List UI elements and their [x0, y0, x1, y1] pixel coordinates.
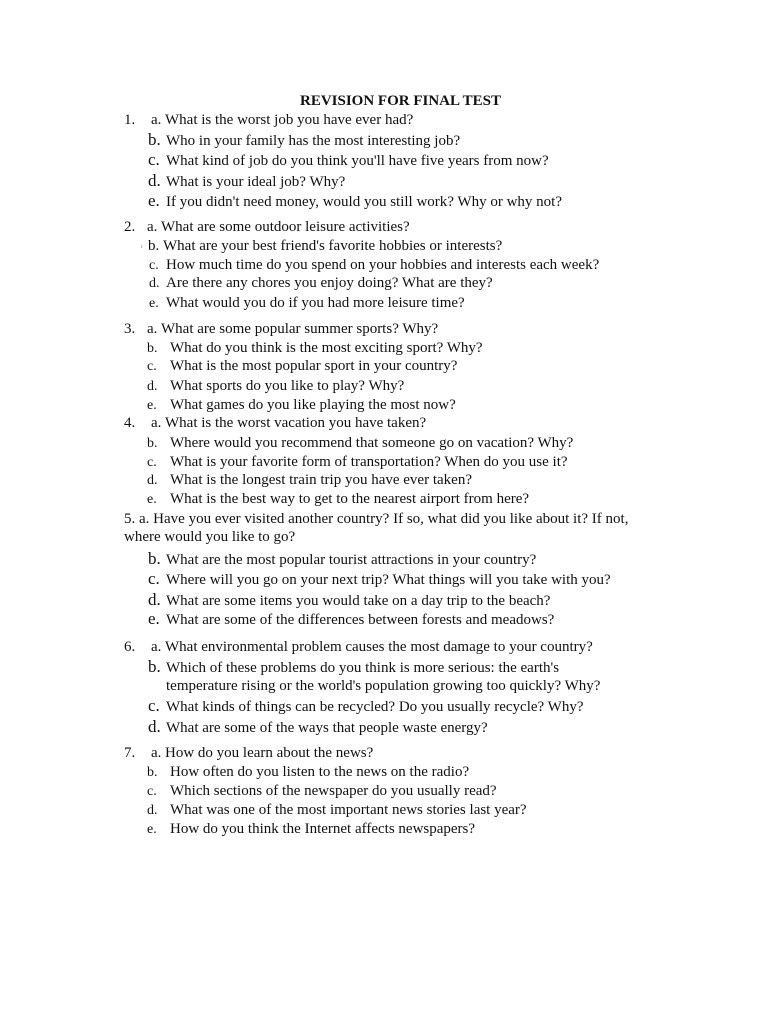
question-item-1a: [124, 111, 413, 129]
question-item-7e: [147, 820, 475, 839]
item-letter: c.: [148, 150, 160, 169]
question-text: What is the worst job you have ever had?: [165, 112, 414, 128]
item-letter: a.: [151, 639, 162, 655]
question-text: What kinds of things can be recycled? Do you usually recycle? Why?: [166, 699, 584, 715]
section-number-1: 1.: [124, 112, 136, 128]
question-item-3b: [147, 339, 483, 358]
section-number-3: 3.: [124, 321, 136, 337]
question-item-5b: [148, 550, 536, 569]
question-text: What are the most popular tourist attractions in your country?: [166, 552, 537, 568]
question-item-7a: [124, 744, 373, 762]
item-letter: d.: [149, 276, 160, 291]
question-item-2c: [149, 256, 599, 275]
item-letter: b.: [148, 130, 161, 149]
question-item-7d: [147, 801, 527, 820]
question-item-2e: [149, 294, 465, 313]
question-text: What are some of the differences between forests and meadows?: [166, 612, 555, 628]
item-letter: e.: [149, 296, 159, 311]
item-letter: e.: [147, 822, 157, 837]
question-text: What is the worst vacation you have taken?: [165, 415, 427, 431]
question-item-5a-continued: [124, 528, 295, 546]
section-number-2: 2.: [124, 219, 136, 235]
item-letter: e.: [148, 191, 160, 210]
item-letter: c.: [147, 359, 157, 374]
question-text: What are some of the ways that people waste energy?: [166, 720, 488, 736]
question-text: What would you do if you had more leisure time?: [166, 295, 465, 311]
item-letter: d.: [148, 590, 161, 609]
question-item-5e: [148, 610, 554, 629]
question-item-3c: [147, 357, 457, 376]
question-item-1c: [148, 151, 549, 170]
item-letter: e.: [147, 398, 157, 413]
item-letter: d.: [147, 379, 158, 394]
question-text: If you didn't need money, would you still work? Why or why not?: [166, 194, 562, 210]
item-letter: c.: [148, 569, 160, 588]
question-text: What are some popular summer sports? Why?: [161, 321, 439, 337]
section-number-6: 6.: [124, 639, 136, 655]
item-letter: b.: [148, 238, 160, 254]
item-letter: b.: [147, 765, 158, 780]
question-item-4b: [147, 434, 573, 453]
item-letter: a.: [151, 415, 162, 431]
question-text: Have you ever visited another country? If so, what did you like about it? If not,: [153, 511, 629, 527]
item-letter: b.: [148, 549, 161, 568]
question-item-6a: [124, 638, 593, 656]
question-text: What is the longest train trip you have ever taken?: [170, 472, 472, 488]
question-item-6b: [148, 658, 559, 677]
question-text: What is your ideal job? Why?: [166, 174, 346, 190]
item-letter: c.: [148, 696, 160, 715]
item-letter: b.: [147, 436, 158, 451]
question-text: What environmental problem causes the most damage to your country?: [165, 639, 593, 655]
question-text: What was one of the most important news stories last year?: [170, 802, 527, 818]
question-text: What kind of job do you think you'll have five years from now?: [166, 153, 549, 169]
question-item-5d: [148, 591, 550, 610]
question-text: What are your best friend's favorite hobbies or interests?: [163, 238, 503, 254]
question-item-6d: [148, 718, 488, 737]
section-number-4: 4.: [124, 415, 136, 431]
item-letter: c.: [149, 258, 159, 273]
question-item-4a: [124, 414, 426, 432]
question-item-1e: [148, 192, 562, 211]
question-text: What are some items you would take on a day trip to the beach?: [166, 593, 551, 609]
question-item-2d: [149, 274, 493, 293]
question-text: What is the most popular sport in your country?: [170, 358, 458, 374]
item-letter: c.: [147, 784, 157, 799]
item-letter: d.: [147, 803, 158, 818]
question-item-7c: [147, 782, 497, 801]
question-text: What sports do you like to play? Why?: [170, 378, 405, 394]
item-letter: a.: [151, 112, 162, 128]
question-text-continued: temperature rising or the world's population growing too quickly? Why?: [166, 678, 601, 694]
question-item-5a: [124, 510, 628, 528]
section-number-5: 5.: [124, 511, 136, 527]
question-item-4c: [147, 453, 568, 472]
stray-mark: ʳ: [141, 243, 143, 252]
question-text: Are there any chores you enjoy doing? What are they?: [166, 275, 493, 291]
question-text: Who in your family has the most interesting job?: [166, 133, 461, 149]
item-letter: a.: [147, 219, 158, 235]
question-item-1b: [148, 131, 460, 150]
question-item-2b: [148, 237, 502, 255]
question-text-continued: where would you like to go?: [124, 529, 296, 545]
item-letter: b.: [148, 657, 161, 676]
item-letter: a.: [147, 321, 158, 337]
item-letter: a.: [139, 511, 150, 527]
question-item-3e: [147, 396, 456, 415]
question-text: What is the best way to get to the nearest airport from here?: [170, 491, 530, 507]
item-letter: b.: [147, 341, 158, 356]
question-text: How do you think the Internet affects newspapers?: [170, 821, 476, 837]
page-title: REVISION FOR FINAL TEST: [300, 93, 502, 109]
item-letter: e.: [147, 492, 157, 507]
item-letter: c.: [147, 455, 157, 470]
question-text: What do you think is the most exciting sport? Why?: [170, 340, 483, 356]
question-item-6c: [148, 697, 584, 716]
item-letter: d.: [148, 171, 161, 190]
question-text: How do you learn about the news?: [165, 745, 374, 761]
question-item-1d: [148, 172, 345, 191]
question-item-5c: [148, 570, 611, 589]
question-text: What is your favorite form of transportation? When do you use it?: [170, 454, 568, 470]
question-text: What games do you like playing the most now?: [170, 397, 456, 413]
item-letter: e.: [148, 609, 160, 628]
question-item-3a: [124, 320, 438, 338]
question-item-6b-continued: [166, 677, 600, 695]
question-item-2a: [124, 218, 410, 236]
question-item-4d: [147, 471, 472, 490]
question-text: Which sections of the newspaper do you usually read?: [170, 783, 497, 799]
item-letter: d.: [148, 717, 161, 736]
question-text: What are some outdoor leisure activities?: [161, 219, 410, 235]
item-letter: d.: [147, 473, 158, 488]
question-text: How much time do you spend on your hobbies and interests each week?: [166, 257, 600, 273]
section-number-7: 7.: [124, 745, 136, 761]
question-text: How often do you listen to the news on the radio?: [170, 764, 470, 780]
question-text: Where will you go on your next trip? What things will you take with you?: [166, 572, 611, 588]
item-letter: a.: [151, 745, 162, 761]
question-item-3d: [147, 377, 404, 396]
question-text: Where would you recommend that someone go on vacation? Why?: [170, 435, 574, 451]
question-text: Which of these problems do you think is more serious: the earth's: [166, 660, 560, 676]
question-item-7b: [147, 763, 469, 782]
question-item-4e: [147, 490, 529, 509]
